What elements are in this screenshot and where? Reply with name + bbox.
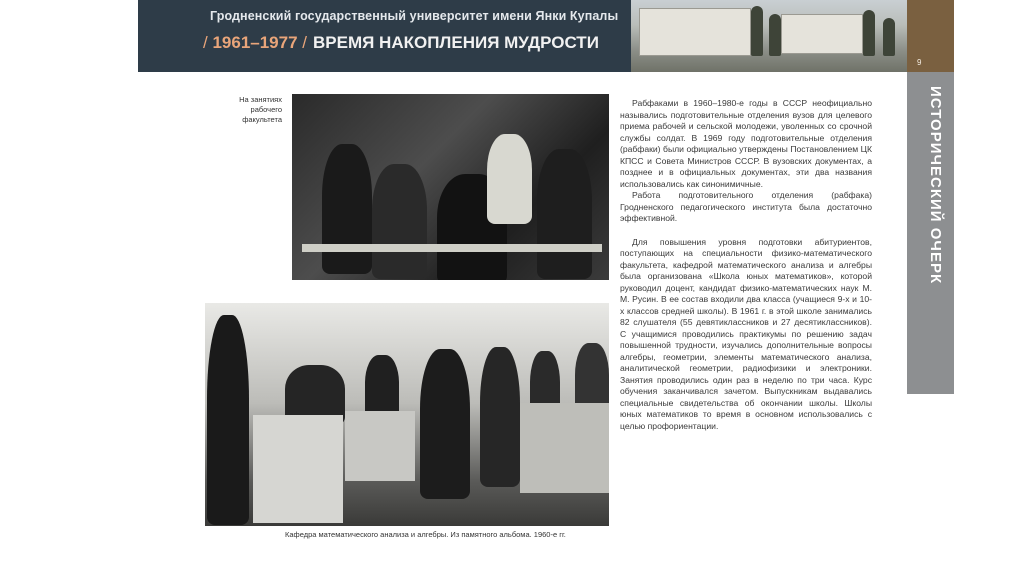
university-name: Гродненский государственный университет имени Янки Купалы <box>210 9 619 23</box>
article-text <box>620 98 872 432</box>
page-tab <box>907 0 954 72</box>
page-number: 9 <box>917 58 922 67</box>
period-title: / 1961–1977 / ВРЕМЯ НАКОПЛЕНИЯ МУДРОСТИ <box>203 33 599 52</box>
department-photo <box>205 303 609 526</box>
classroom-photo <box>292 94 609 280</box>
photo1-caption: На занятиях рабочего факультета <box>239 95 282 124</box>
page-header <box>138 0 631 72</box>
paragraph-2: Работа подготовительного отделения (рабфака) Гродненского педагогического института была достаточно эффективной. <box>620 190 872 223</box>
period-years: 1961–1977 <box>212 33 298 52</box>
chapter-title: ВРЕМЯ НАКОПЛЕНИЯ МУДРОСТИ <box>313 33 599 52</box>
section-label: ИСТОРИЧЕСКИЙ ОЧЕРК <box>927 86 944 285</box>
photo2-caption: Кафедра математического анализа и алгебры. Из памятного альбома. 1960-е гг. <box>285 530 566 539</box>
paragraph-3: Для повышения уровня подготовки абитуриентов, поступающих на специальности физико-математического факультета, кафедрой математического анализа и алгебры была организована «Школа юных математиков», которой руководил доцент, кандидат физико-математических наук М. М. Русин. В ее состав входили два класса (учащиеся 9-х и 10-х классов средней школы). В 1961 г. в этой школе занимались 82 слушателя (55 девятиклассников и 27 десятиклассников). С учащимися проводились практикумы по решению задач повышенной трудности, изучались дополнительные вопросы алгебры, геометрии, элементы математического анализа, аналитической геометрии, радиофизики и электроники. Занятия проводились один раз в неделю по три часа. Курс обучения заканчивался зачетом. Выпускникам выдавались специальные свидетельства об окончании школы. Школы юных математиков то время в основном использовались с целью профориентации. <box>620 236 872 431</box>
university-building-photo <box>631 0 907 72</box>
paragraph-1: Рабфаками в 1960–1980-е годы в СССР неофициально назывались подготовительные отделения вузов для целевого приема рабочей и сельской молодежи, уволенных со срочной службы солдат. В 1969 году подготовительные отделения (рабфаки) были официально утверждены Постановлением ЦК КПСС и Совета Министров СССР. В вузовских документах, а позднее и в официальных документах, эти два названия использовались как синонимичные. <box>620 98 872 189</box>
